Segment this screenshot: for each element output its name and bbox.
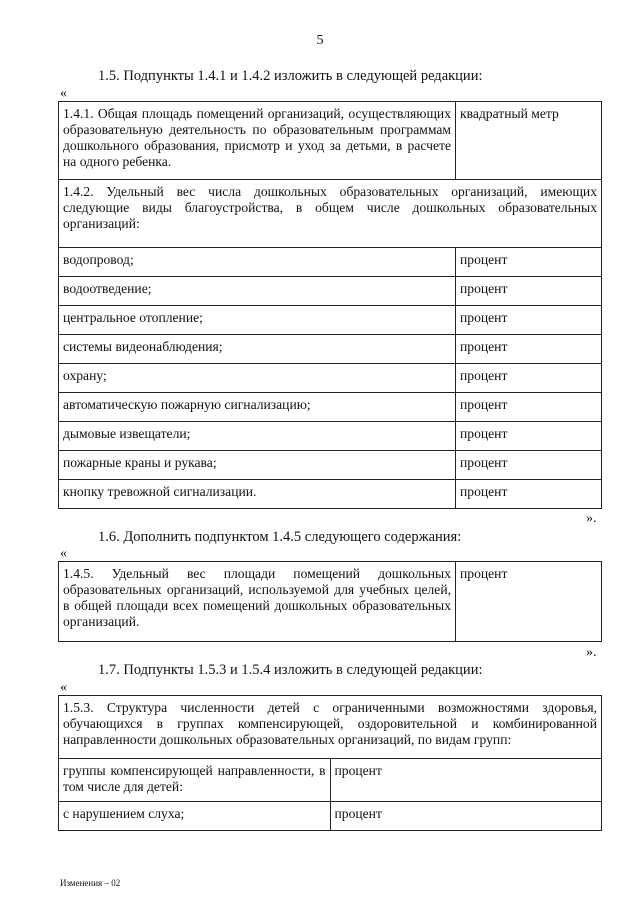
cell-unit: квадратный метр xyxy=(456,102,602,180)
cell-text: 1.4.1. Общая площадь помещений организаций, осуществляющих образовательную деятельность по образовательным программам дошкольного образования, присмотр и уход за детьми, в расчете на одного ребенка. xyxy=(59,102,456,180)
cell-unit: процент xyxy=(456,422,602,451)
table-row xyxy=(59,180,602,248)
cell-label: группы компенсирующей направленности, в том числе для детей: xyxy=(59,759,331,802)
footer-note: Изменения – 02 xyxy=(60,878,121,888)
open-quote: « xyxy=(60,546,67,561)
close-quote: ». xyxy=(586,511,597,526)
open-quote: « xyxy=(60,680,67,695)
table-row xyxy=(59,422,602,451)
section-1-5-heading: 1.5. Подпункты 1.4.1 и 1.4.2 изложить в следующей редакции: xyxy=(98,68,483,84)
open-quote: « xyxy=(60,86,67,101)
cell-unit: процент xyxy=(456,562,602,642)
cell-text: 1.4.2. Удельный вес числа дошкольных образовательных организаций, имеющих следующие виды благоустройства, в общем числе дошкольных образовательных организаций: xyxy=(59,180,602,248)
cell-label: кнопку тревожной сигнализации. xyxy=(59,480,456,509)
cell-text: 1.5.3. Структура численности детей с ограниченными возможностями здоровья, обучающихся в группах компенсирующей, оздоровительной и комбинированной направленности дошкольных образовательных организаций, по видам групп: xyxy=(59,696,602,759)
cell-label: с нарушением слуха; xyxy=(59,802,331,831)
cell-label: пожарные краны и рукава; xyxy=(59,451,456,480)
table-row xyxy=(59,102,602,180)
cell-unit: процент xyxy=(456,306,602,335)
table-row xyxy=(59,802,602,831)
section-1-7-heading: 1.7. Подпункты 1.5.3 и 1.5.4 изложить в следующей редакции: xyxy=(98,662,483,678)
table-row xyxy=(59,562,602,642)
table-row xyxy=(59,306,602,335)
table-row xyxy=(59,451,602,480)
table-row xyxy=(59,277,602,306)
cell-text: 1.4.5. Удельный вес площади помещений дошкольных образовательных организаций, используемой для учебных целей, в общей площади всех помещений дошкольных образовательных организаций. xyxy=(59,562,456,642)
cell-label: центральное отопление; xyxy=(59,306,456,335)
cell-label: водопровод; xyxy=(59,248,456,277)
table-row xyxy=(59,696,602,759)
cell-label: дымовые извещатели; xyxy=(59,422,456,451)
table-row xyxy=(59,480,602,509)
table-section-1-6 xyxy=(58,561,602,642)
cell-unit: процент xyxy=(456,393,602,422)
table-section-1-5 xyxy=(58,101,602,509)
table-row xyxy=(59,759,602,802)
cell-unit: процент xyxy=(330,802,602,831)
cell-unit: процент xyxy=(456,248,602,277)
table-row xyxy=(59,393,602,422)
cell-label: охрану; xyxy=(59,364,456,393)
cell-unit: процент xyxy=(456,364,602,393)
page-number: 5 xyxy=(316,33,324,48)
section-1-6-heading: 1.6. Дополнить подпунктом 1.4.5 следующего содержания: xyxy=(98,529,462,545)
cell-unit: процент xyxy=(456,335,602,364)
close-quote: ». xyxy=(586,645,597,660)
table-row xyxy=(59,335,602,364)
cell-unit: процент xyxy=(456,277,602,306)
cell-label: автоматическую пожарную сигнализацию; xyxy=(59,393,456,422)
table-row xyxy=(59,248,602,277)
cell-label: водоотведение; xyxy=(59,277,456,306)
cell-unit: процент xyxy=(330,759,602,802)
table-section-1-7 xyxy=(58,695,602,831)
table-row xyxy=(59,364,602,393)
cell-label: системы видеонаблюдения; xyxy=(59,335,456,364)
cell-unit: процент xyxy=(456,480,602,509)
cell-unit: процент xyxy=(456,451,602,480)
